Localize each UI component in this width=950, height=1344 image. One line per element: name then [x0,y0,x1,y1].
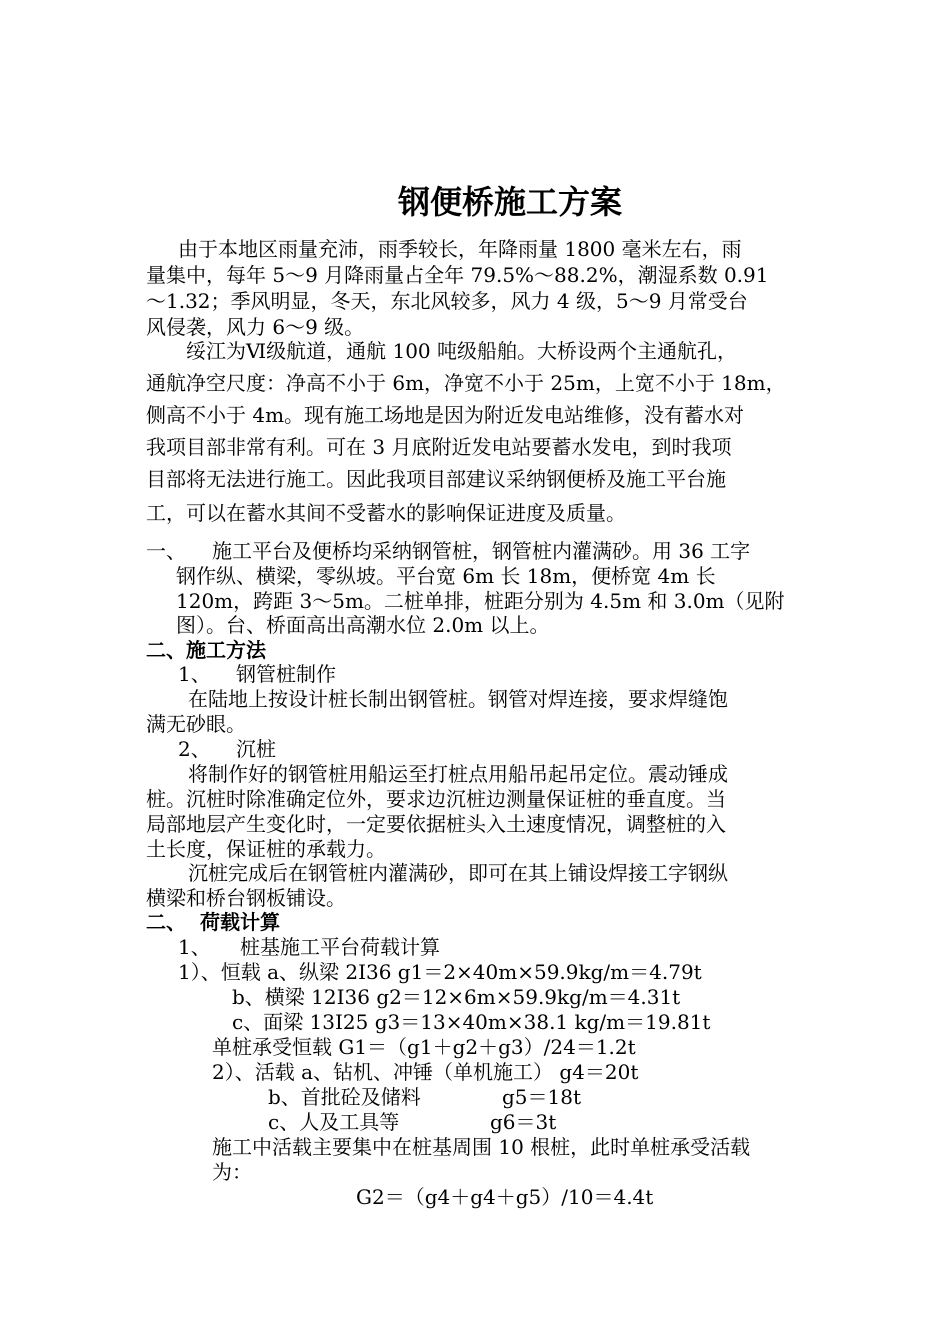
section3-heading: 荷载计算 [200,910,280,934]
live-load-rig: 2）、活载 a、钻机、冲锤（单机施工） g4＝20t [212,1060,639,1084]
section3-item1-title: 桩基施工平台荷载计算 [240,935,440,959]
live-load-concrete-label: b、首批砼及储料 [268,1085,421,1109]
dead-load-deck: c、面梁 13Ⅰ25 g3＝13×40m×38.1 kg/m＝19.81t [232,1010,711,1034]
section2-heading: 二、施工方法 [146,638,266,662]
section1-number: 一、 [146,539,186,563]
p1-line-2: 量集中，每年 5～9 月降雨量占全年 79.5%～88.2%，潮湿系数 0.91 [146,263,769,287]
p2-line-2: 通航净空尺度：净高不小于 6m，净宽不小于 25m，上宽不小于 18m， [146,371,786,395]
single-pile-live-load: G2＝（g4＋g4＋g5）/10＝4.4t [356,1185,654,1209]
section2-item1-line-2: 满无砂眼。 [146,712,246,736]
p1-line-3: ～1.32；季风明显，冬天，东北风较多，风力 4 级，5～9 月常受台 [146,289,748,313]
section1-line-1: 施工平台及便桥均采纳钢管桩，钢管桩内灌满砂。用 36 工字 [212,539,751,563]
section2-item2-line-2: 桩。沉桩时除准确定位外，要求边沉桩边测量保证桩的垂直度。当 [146,787,726,811]
section2-item2-para2-line-2: 横梁和桥台钢板铺设。 [146,886,346,910]
p2-line-3: 侧高不小于 4m。现有施工场地是因为附近发电站维修，没有蓄水对 [146,403,745,427]
section2-item1-title: 钢管桩制作 [236,662,336,686]
dead-load-longitudinal: 1）、恒载 a、纵梁 2Ⅰ36 g1＝2×40m×59.9kg/m＝4.79t [178,960,702,984]
p2-line-6: 工，可以在蓄水其间不受蓄水的影响保证进度及质量。 [146,501,626,525]
p2-line-1: 绥江为Ⅵ级航道，通航 100 吨级船舶。大桥设两个主通航孔， [186,339,738,363]
section1-line-4: 图）。台、桥面高出高潮水位 2.0m 以上。 [176,613,550,637]
section2-item2-title: 沉桩 [236,737,276,761]
section2-item2-line-1: 将制作好的钢管桩用船运至打桩点用船吊起吊定位。震动锤成 [188,762,728,786]
dead-load-transverse: b、横梁 12Ⅰ36 g2＝12×6m×59.9kg/m＝4.31t [232,985,681,1009]
section3-heading-number: 二、 [146,910,186,934]
live-load-note-line-2: 为： [212,1160,252,1184]
section2-item2-para2-line-1: 沉桩完成后在钢管桩内灌满砂，即可在其上铺设焊接工字钢纵 [188,861,728,885]
section2-item1-line-1: 在陆地上按设计桩长制出钢管桩。钢管对焊连接，要求焊缝饱 [188,687,728,711]
section2-item2-number: 2、 [178,737,211,761]
section2-item2-line-3: 局部地层产生变化时，一定要依据桩头入土速度情况，调整桩的入 [146,812,726,836]
single-pile-dead-load: 单桩承受恒载 G1＝（g1＋g2＋g3）/24＝1.2t [212,1035,636,1059]
page-title: 钢便桥施工方案 [397,183,622,221]
section1-line-2: 钢作纵、横梁，零纵坡。平台宽 6m 长 18m，便桥宽 4m 长 [176,564,716,588]
section3-item1-number: 1、 [178,935,211,959]
live-load-note-line-1: 施工中活载主要集中在桩基周围 10 根桩，此时单桩承受活载 [212,1135,751,1159]
live-load-concrete-value: g5＝18t [502,1085,582,1109]
section1-line-3: 120m，跨距 3～5m。二桩单排，桩距分别为 4.5m 和 3.0m（见附 [176,589,785,613]
p2-line-5: 目部将无法进行施工。因此我项目部建议采纳钢便桥及施工平台施 [146,467,726,491]
p1-line-4: 风侵袭，风力 6～9 级。 [146,315,365,339]
live-load-people-label: c、人及工具等 [268,1110,400,1134]
section2-item2-line-4: 土长度，保证桩的承载力。 [146,837,386,861]
p1-line-1: 由于本地区雨量充沛，雨季较长，年降雨量 1800 毫米左右，雨 [178,237,742,261]
p2-line-4: 我项目部非常有利。可在 3 月底附近发电站要蓄水发电，到时我项 [146,435,732,459]
section2-item1-number: 1、 [178,662,211,686]
live-load-people-value: g6＝3t [490,1110,557,1134]
